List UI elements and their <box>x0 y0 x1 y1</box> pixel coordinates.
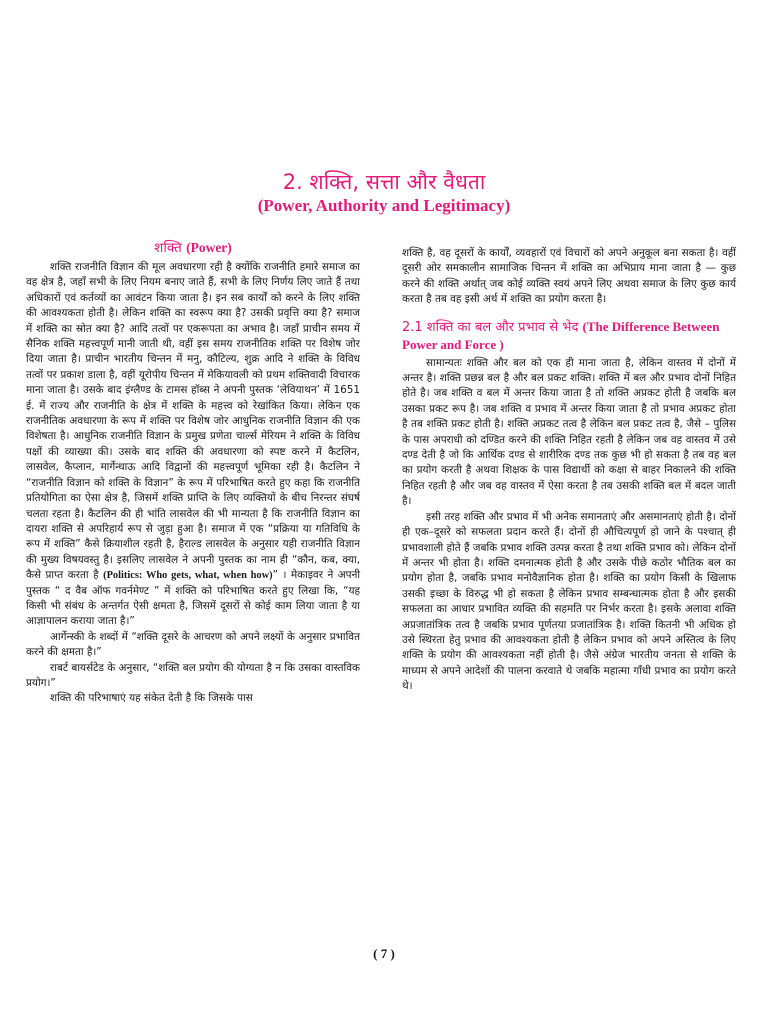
paragraph: आर्गेन्स्की के शब्दों में “शक्ति दूसरे के आचरण को अपने लक्ष्यों के अनुसार प्रभावित करने की क्षमता है।” <box>26 630 360 659</box>
paragraph-text: शक्ति राजनीति विज्ञान की मूल अवधारणा रही है क्योंकि राजनीति हमारे समाज का वह क्षेत्र है, जहाँ सभी के लिए नियम बनाए जाते हैं, सभी के लिए निर्णय लिए जाते हैं तथा अधिकारों एवं कर्तव्यों का आवंटन किया जाता है। इन सब कार्यों को करने के लिए शक्ति की आवश्यकता होती है। लेकिन शक्ति का स्वरूप क्या है? उसकी प्रवृत्ति क्या है? समाज में शक्ति का स्रोत क्या है? आदि तत्वों पर एकरूपता का अभाव है। जहाँ प्राचीन समय में सैनिक शक्ति महत्त्वपूर्ण मानी जाती थी, वहीं इस समय राजनीतिक शक्ति पर विशेष जोर दिया जाता है। प्राचीन भारतीय चिन्तन में मनु, कौटिल्य, शुक्र आदि ने शक्ति के विविध तत्वों पर प्रकाश डाला है, वहीं यूरोपीय चिन्तन में मेकियावली को प्रथम शक्तिवादी विचारक माना जाता है। उसके बाद इंग्लैण्ड के टामस हॉब्स ने अपनी पुस्तक ‘लेवियाथन’ में 1651 ई. में राज्य और राजनीति के क्षेत्र में शक्ति के महत्त्व को रेखांकित किया। लेकिन एक राजनीतिक अवधारणा के रूप में शक्ति पर विशेष जोर आधुनिक राजनीति विज्ञान की एक विशेषता है। आधुनिक राजनीति विज्ञान के प्रमुख प्रणेता चार्ल्स मेरियम ने शक्ति के विविध पक्षों की व्याख्या की। उसके बाद शक्ति की अवधारणा को स्पष्ट करने में कैटलिन, लासवेल, कैप्लान, मार्गेन्थाऊ आदि विद्वानों की महत्त्वपूर्ण भूमिका रही है। कैटलिन ने “राजनीति विज्ञान को शक्ति के विज्ञान” के रूप में परिभाषित करते हुए कहा कि राजनीति प्रतियोगिता का ऐसा क्षेत्र है, जिसमें शक्ति प्राप्ति के लिए व्यक्तियों के बीच निरन्तर संघर्ष चलता रहता है। कैटलिन की ही भांति लासवेल की भी मान्यता है कि राजनीति विज्ञान का दायरा शक्ति से अपरिहार्य रूप से जुड़ा हुआ है। समाज में एक “प्रक्रिया या गतिविधि के रूप में शक्ति” कैसे क्रियाशील रहती है, हैराल्ड लासवेल के अनुसार यही राजनीति विज्ञान की मुख्य विषयवस्तु है। इसलिए लासवेल ने अपनी पुस्तक का नाम ही “कौन, कब, क्या, कैसे प्राप्त करता है <box>26 261 360 582</box>
paragraph: शक्ति की परिभाषाएं यह संकेत देती है कि जिसके पास <box>50 692 253 705</box>
bold-phrase: (Politics: Who gets, what, when how) <box>103 570 273 582</box>
left-column <box>26 238 360 707</box>
paragraph: इसी तरह शक्ति और प्रभाव में भी अनेक समानताएं और असमानताएं होती है। दोनों ही एक–दूसरे को सफलता प्रदान करते हैं। दोनों ही औचित्यपूर्ण हो जाने के पश्चात् ही प्रभावशाली होते हैं जबकि प्रभाव शक्ति उत्पन्न करता है तथा शक्ति प्रभाव को। लेकिन दोनों में अन्तर भी होता है। शक्ति दमनात्मक होती है और उसके पीछे कठोर भौतिक बल का प्रयोग होता है, जबकि प्रभाव मनोवैज्ञानिक होता है। शक्ति का प्रयोग किसी के खिलाफ उसकी इच्छा के विरुद्ध भी हो सकता है लेकिन प्रभाव सम्बन्धात्मक होता है और इसकी सफलता का आधार प्रभावित व्यक्ति की सहमति पर निर्भर करता है। इसके अलावा शक्ति अप्रजातांत्रिक तत्व है जबकि प्रभाव पूर्णतया प्रजातांत्रिक है। शक्ति कितनी भी अधिक हो उसे स्थिरता हेतु प्रभाव की आवश्यकता होती है लेकिन प्रभाव को अपने अस्तित्व के लिए शक्ति के प्रयोग की आवश्यकता नहीं होती है। जैसे अंग्रेज भारतीय जनता से शक्ति के माध्यम से अपने आदेशों की पालना करवाते थे जबकि महात्मा गाँधी प्रभाव का प्रयोग करते थे। <box>402 510 736 693</box>
bold-phrase-suffix: ” । <box>272 569 287 582</box>
heading-hindi: 2.1 शक्ति का बल और प्रभाव से भेद <box>402 319 579 335</box>
chapter-title: 2. शक्ति, सत्ता और वैधता <box>282 170 486 194</box>
heading-hindi: शक्ति <box>154 240 182 256</box>
paragraph: सामान्यतः शक्ति और बल को एक ही माना जाता है, लेकिन वास्तव में दोनों में अन्तर है। शक्ति प्रछन्न बल है और बल प्रकट शक्ति। शक्ति में बल और प्रभाव दोनों निहित होते है। जब शक्ति व बल में अन्तर किया जाता है तो शक्ति अप्रकट होती है जबकि बल उसका प्रकट रूप है। जब शक्ति व प्रभाव में अन्तर किया जाता है तो प्रभाव अप्रकट होता है तब शक्ति प्रकट होती है। शक्ति अप्रकट तत्व है लेकिन बल प्रकट तत्व है, जैसे – पुलिस के पास अपराधी को दण्डित करने की शक्ति निहित रहती है लेकिन जब वह वास्तव में उसे दण्ड देती है जो कि आर्थिक दण्ड से शारीरिक दण्ड तक कुछ भी हो सकता है तब वह बल का प्रयोग करती है अथवा शिक्षक के पास विद्यार्थी को कक्षा से बाहर निकालने की शक्ति निहित रहती है और जब वह वास्तव में ऐसा करता है तब उसकी शक्ति बल में बदल जाती है। <box>402 356 736 508</box>
paragraph <box>26 260 360 630</box>
section-heading-power <box>26 238 360 256</box>
heading-english: (The Difference Between Power and Force ) <box>402 318 720 352</box>
chapter-subtitle: (Power, Authority and Legitimacy) <box>257 196 511 215</box>
paragraph: शक्ति है, वह दूसरों के कार्यों, व्यवहारों एवं विचारों को अपने अनुकूल बना सकता है। वहीं दूसरी ओर समकालीन सामाजिक चिन्तन में शक्ति का अभिप्राय माना जाता है — कुछ करने की शक्ति अर्थात् जब कोई व्यक्ति स्वयं अपने लिए अथवा समाज के लिए कुछ कार्य करता है तब वह इसी अर्थ में शक्ति का प्रयोग करता है। <box>402 247 736 306</box>
heading-english: (Power) <box>186 240 232 255</box>
section-heading-difference <box>402 318 736 354</box>
right-column <box>402 246 736 695</box>
page-number: ( 7 ) <box>373 946 395 961</box>
paragraph-text: मेकाइवर ने अपनी पुस्तक “ द वैब ऑफ गवर्नमेण्ट ” में शक्ति को परिभाषित करते हुए लिखा कि, “यह किसी भी संबंध के अन्तर्गत ऐसी क्षमता है, जिसमें दूसरों से कोई काम लिया जाता है या आज्ञापालन कराया जाता है।” <box>26 569 361 628</box>
paragraph: राबर्ट बायर्सटेड के अनुसार, “शक्ति बल प्रयोग की योग्यता है न कि उसका वास्तविक प्रयोग।” <box>26 661 360 689</box>
